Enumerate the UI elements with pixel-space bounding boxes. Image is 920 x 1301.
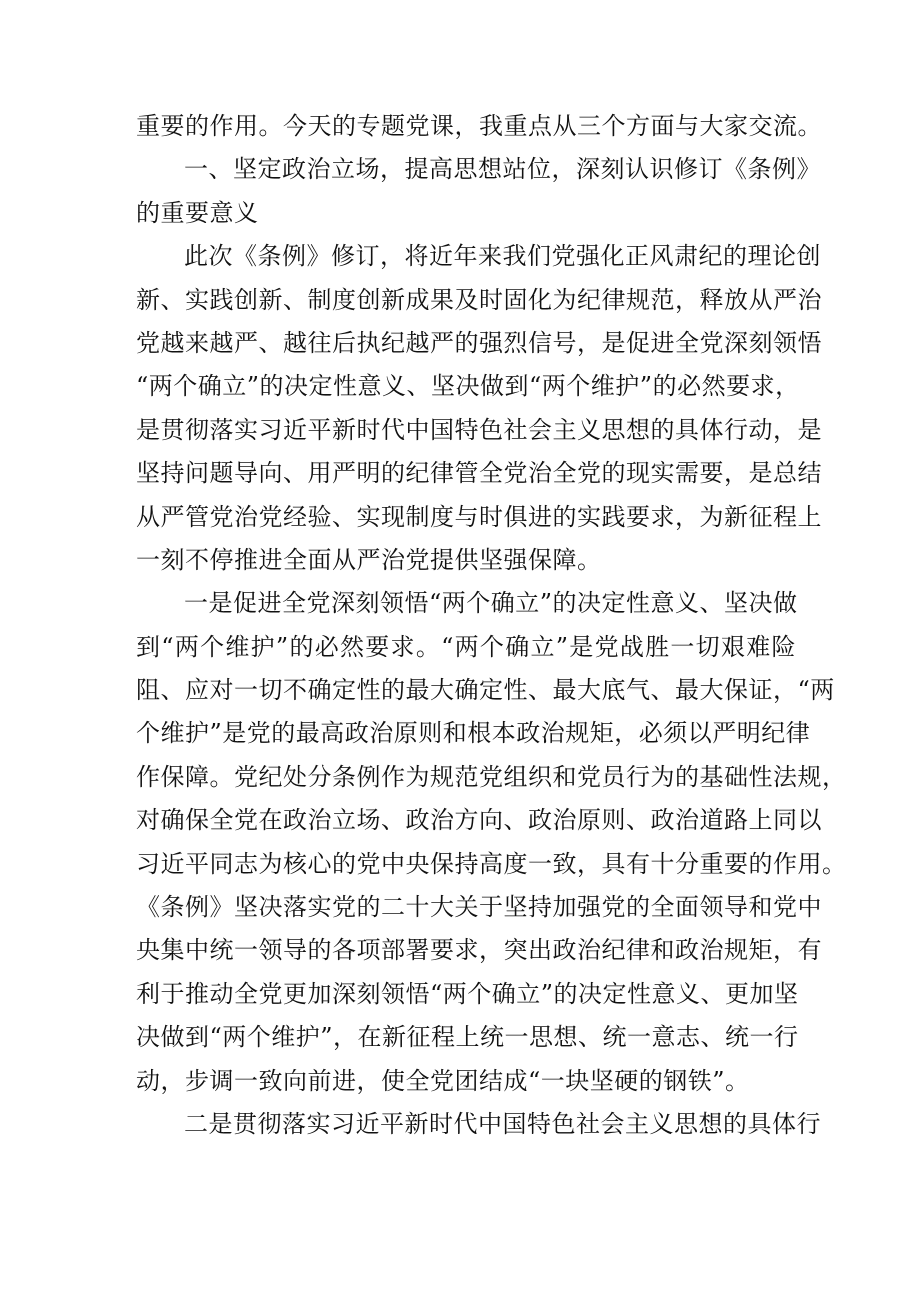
text-line: 二是贯彻落实习近平新时代中国特色社会主义思想的具体行 (184, 1109, 821, 1138)
text-line: 一刻不停推进全面从严治党提供坚强保障。 (136, 545, 602, 574)
text-line: 习近平同志为核心的党中央保持高度一致，具有十分重要的作用。 (136, 849, 847, 878)
text-line: 一是促进全党深刻领悟“两个确立”的决定性意义、坚决做 (184, 589, 798, 618)
section-heading-line: 一、坚定政治立场，提高思想站位，深刻认识修订《条例》 (184, 155, 821, 184)
text-line: 决做到“两个维护”，在新征程上统一思想、统一意志、统一行 (136, 1023, 799, 1052)
text-line: 《条例》坚决落实党的二十大关于坚持加强党的全面领导和党中 (136, 893, 822, 922)
text-line: 动，步调一致向前进，使全党团结成“一块坚硬的钢铁”。 (136, 1066, 750, 1095)
text-line: “两个确立”的决定性意义、坚决做到“两个维护”的必然要求， (136, 372, 800, 401)
text-line: 利于推动全党更加深刻领悟“两个确立”的决定性意义、更加坚 (136, 979, 799, 1008)
text-line: 此次《条例》修订，将近年来我们党强化正风肃纪的理论创 (184, 242, 821, 271)
text-line: 从严管党治党经验、实现制度与时俱进的实践要求，为新征程上 (136, 502, 822, 531)
text-line: 党越来越严、越往后执纪越严的强烈信号，是促进全党深刻领悟 (136, 328, 822, 357)
text-line: 央集中统一领导的各项部署要求，突出政治纪律和政治规矩，有 (136, 936, 822, 965)
section-heading-line: 的重要意义 (136, 198, 259, 227)
text-line: 坚持问题导向、用严明的纪律管全党治全党的现实需要，是总结 (136, 459, 822, 488)
document-body (136, 105, 847, 1146)
text-line: 新、实践创新、制度创新成果及时固化为纪律规范，释放从严治 (136, 285, 822, 314)
text-line: 对确保全党在政治立场、政治方向、政治原则、政治道路上同以 (136, 806, 822, 835)
text-line: 阻、应对一切不确定性的最大确定性、最大底气、最大保证，“两 (136, 676, 835, 705)
text-line: 作保障。党纪处分条例作为规范党组织和党员行为的基础性法规， (136, 762, 847, 791)
text-line: 重要的作用。今天的专题党课，我重点从三个方面与大家交流。 (136, 112, 822, 140)
text-line: 是贯彻落实习近平新时代中国特色社会主义思想的具体行动，是 (136, 415, 822, 444)
text-line: 个维护”是党的最高政治原则和根本政治规矩，必须以严明纪律 (136, 719, 811, 748)
text-line: 到“两个维护”的必然要求。“两个确立”是党战胜一切艰难险 (136, 632, 796, 661)
